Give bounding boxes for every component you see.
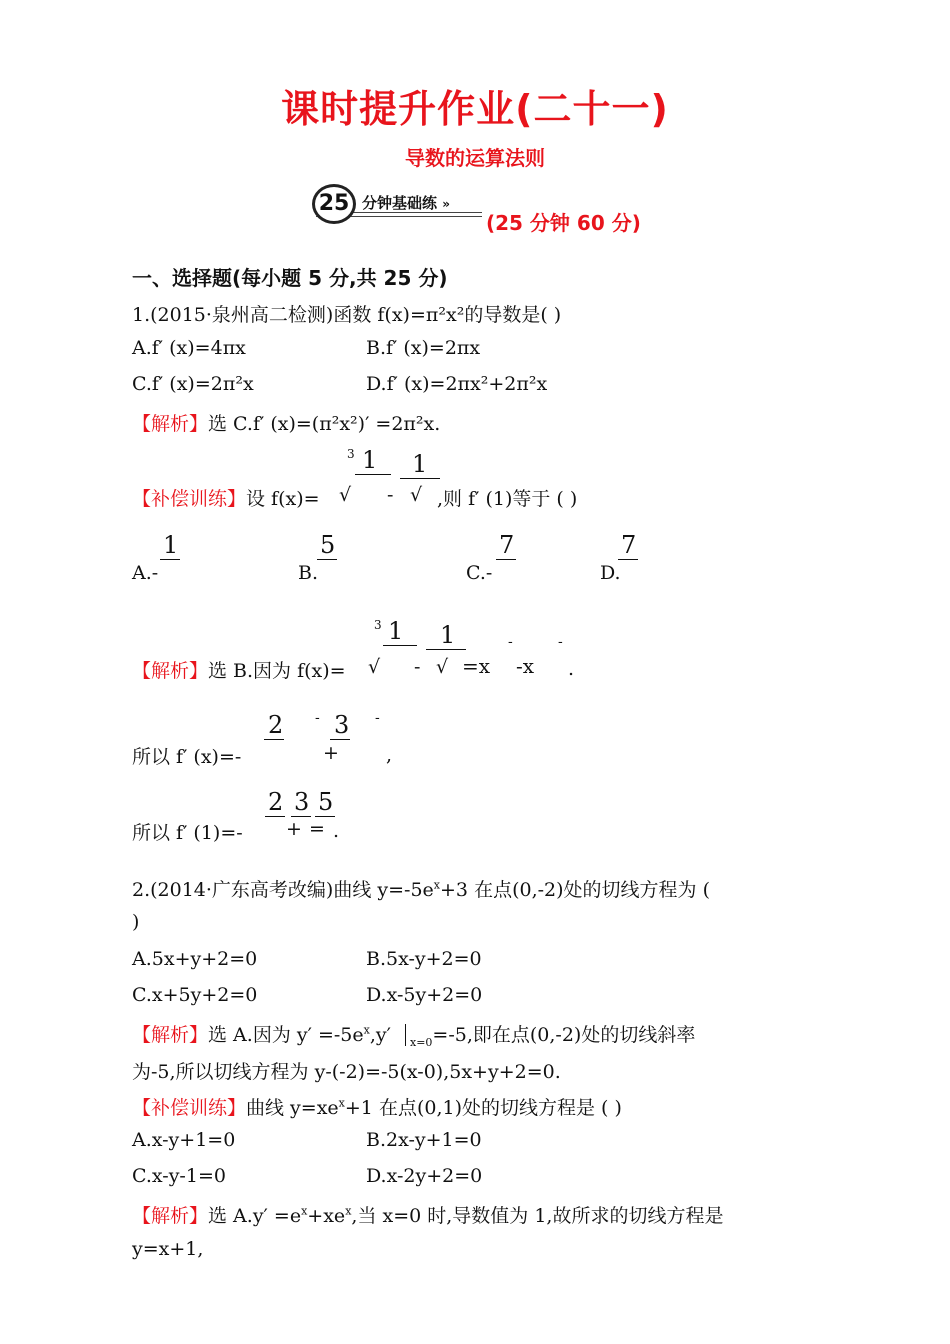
compensation-tag: 【补偿训练】 [132, 488, 247, 510]
q2-analysis: 【解析】选 A.因为 $y' =-5e^x,y'$ $_{x=0}$=-5,即在点(0,-2)处的切线斜率 [132, 1023, 696, 1049]
q1b-so1-bar-2 [330, 739, 350, 740]
timing-badge [312, 184, 482, 220]
q1b-analysis-bar-2 [426, 649, 466, 650]
q1b-so2-num3: 5 [318, 788, 334, 816]
q2b-stem: 【补偿训练】曲线 $y=xe^x+1$ 在点(0,1)处的切线方程是 ( ) [132, 1096, 622, 1119]
q1b-analysis-minus: - [414, 656, 421, 678]
double-arrow-icon: » [442, 197, 451, 211]
q1b-so2-num2: 3 [294, 788, 310, 816]
q1b-analysis-bar-1 [383, 645, 417, 646]
q1b-tail: ,则 f′ (1)等于 ( ) [437, 488, 578, 510]
q1b-option-c-num: 7 [499, 531, 515, 559]
q1b-so2-end: . [333, 820, 340, 842]
q1b-num1: 1 [362, 446, 378, 474]
q2-stem-close: ) [132, 911, 140, 933]
q2-option-a: A.5x+y+2=0 [132, 948, 258, 970]
radical-icon: √ [368, 656, 381, 678]
q1-option-c: C.f′ (x)=2π²x [132, 373, 254, 395]
q1b-option-c-bar [496, 559, 516, 560]
q1b-analysis-end: . [568, 658, 575, 680]
q1b-lead: 【补偿训练】设 f(x)= [132, 488, 320, 510]
q1b-analysis-num1: 1 [388, 617, 404, 645]
q1b-so1-plus: + [323, 742, 339, 764]
compensation-tag: 【补偿训练】 [132, 1097, 247, 1119]
q1b-frac-bar-2 [400, 478, 440, 479]
q1b-option-d-bar [618, 559, 638, 560]
analysis-tag: 【解析】 [132, 1205, 209, 1227]
badge-text: 分钟基础练 » [362, 194, 451, 212]
q1b-option-b: B. [298, 562, 319, 584]
q2-option-b: B.5x-y+2=0 [366, 948, 482, 970]
q2-analysis-line2: 为-5,所以切线方程为 y-(-2)=-5(x-0),5x+y+2=0. [132, 1061, 561, 1083]
analysis-tag: 【解析】 [132, 660, 209, 682]
radical-icon: √ [436, 656, 449, 678]
q2b-option-a: A.x-y+1=0 [132, 1129, 236, 1151]
q1b-analysis-dash2: - [558, 634, 563, 650]
section-heading: 一、选择题(每小题 5 分,共 25 分) [132, 266, 448, 290]
q2b-option-d: D.x-2y+2=0 [366, 1165, 483, 1187]
q1b-so2-num1: 2 [268, 788, 284, 816]
badge-number: 25 [312, 184, 356, 224]
q1b-analysis-mid: -x [516, 654, 535, 678]
q1b-so2-bar-1 [265, 816, 285, 817]
q1b-so1-dash: - [315, 710, 320, 726]
radical-icon: √ [410, 484, 423, 506]
q1b-analysis-eq: =x [462, 654, 491, 678]
q1b-analysis-dash1: - [508, 634, 513, 650]
q1b-so1-bar-1 [264, 739, 284, 740]
page-title: 课时提升作业(二十一) [281, 87, 669, 131]
q1b-frac-bar-1 [355, 474, 391, 475]
q1b-so1-end: , [386, 744, 393, 766]
q1b-option-a-bar [160, 559, 180, 560]
q1b-analysis-lead: 【解析】选 B.因为 f(x)= [132, 660, 346, 682]
q1b-so1-lead: 所以 f′ (x)=- [132, 746, 242, 768]
q2b-analysis-line2: y=x+1, [132, 1238, 204, 1260]
q1b-so2-bar-2 [291, 816, 311, 817]
q1b-so2-lead: 所以 f′ (1)=- [132, 822, 243, 844]
q1-option-b: B.f′ (x)=2πx [366, 337, 481, 359]
q1b-option-d-num: 7 [621, 531, 637, 559]
page-subtitle: 导数的运算法则 [405, 146, 545, 170]
q2b-option-b: B.2x-y+1=0 [366, 1129, 482, 1151]
analysis-tag: 【解析】 [132, 1024, 209, 1046]
q1b-minus: - [387, 484, 394, 506]
q1-stem: 1.(2015·泉州高二检测)函数 f(x)=π²x²的导数是( ) [132, 304, 562, 326]
q1b-num2: 1 [412, 450, 428, 478]
q1b-analysis-num2: 1 [440, 621, 456, 649]
q1-option-a: A.f′ (x)=4πx [132, 337, 246, 359]
q2b-option-c: C.x-y-1=0 [132, 1165, 226, 1187]
q1-analysis: 【解析】选 C.f′ (x)=(π²x²)′ =2π²x. [132, 413, 441, 435]
q1b-so2-bar-3 [315, 816, 335, 817]
q1b-so2-eq: = [309, 818, 325, 840]
q2-option-d: D.x-5y+2=0 [366, 984, 483, 1006]
q1b-so1-dash2: - [375, 710, 380, 726]
q2-option-c: C.x+5y+2=0 [132, 984, 258, 1006]
q1b-so1-num2: 3 [334, 711, 350, 739]
q1-option-d: D.f′ (x)=2πx²+2π²x [366, 373, 548, 395]
q1b-option-b-num: 5 [320, 531, 336, 559]
q1b-option-c: C.- [466, 562, 493, 584]
q1b-analysis-root-index: 3 [374, 618, 382, 632]
q1b-root-index: 3 [347, 447, 355, 461]
analysis-tag: 【解析】 [132, 413, 209, 435]
time-score: (25 分钟 60 分) [486, 211, 641, 235]
q2-stem: 2.(2014·广东高考改编)曲线 $y=-5e^x+3$ 在点(0,-2)处的切线方程为 ( [132, 878, 710, 901]
q1b-option-a: A.- [132, 562, 159, 584]
q1b-option-a-num: 1 [163, 531, 179, 559]
radical-icon: √ [339, 484, 352, 506]
q1b-so1-num1: 2 [268, 711, 284, 739]
q1b-option-d: D. [600, 562, 621, 584]
q1b-so2-plus: + [286, 818, 302, 840]
q2b-analysis: 【解析】选 $A.y' =e^x+xe^x$,当 x=0 时,导数值为 1,故所求的切线方程是 [132, 1204, 724, 1227]
q1b-option-b-bar [317, 559, 337, 560]
